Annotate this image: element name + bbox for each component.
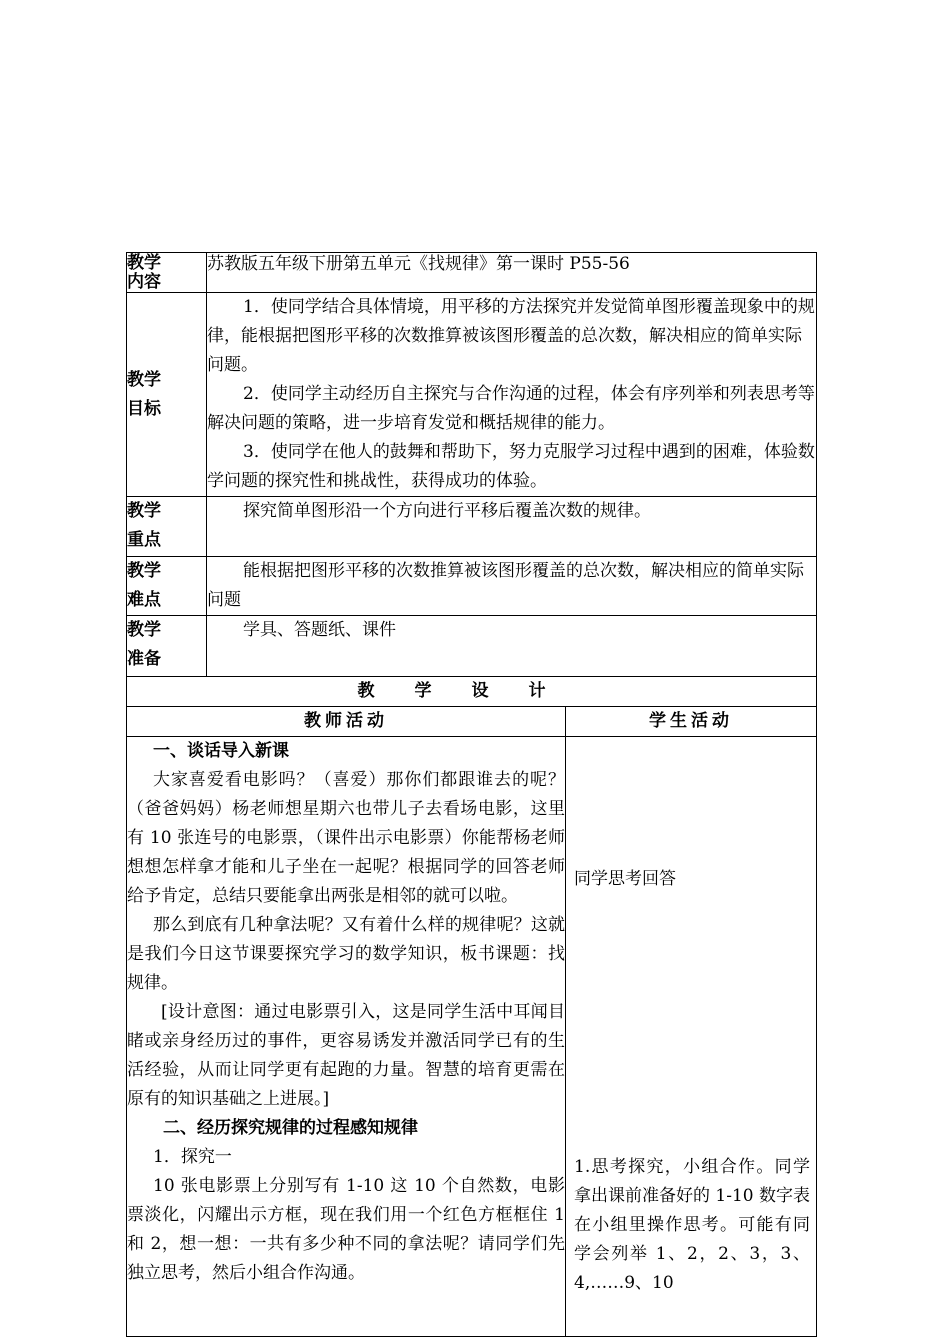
row-design-title [127, 677, 817, 707]
teacher-paragraph: 10 张电影票上分别写有 1-10 这 10 个自然数，电影票淡化，闪耀出示方框，现在我们用一个红色方框框住 1 和 2，想一想：一共有多少种不同的拿法呢？请同学们先独立思考，然后小组合作沟通。 [127, 1176, 565, 1283]
label-key-points [127, 497, 207, 557]
difficulty-value: 能根据把图形平移的次数推算被该图形覆盖的总次数，解决相应的简单实际问题 [207, 561, 804, 610]
label-line: 教学 [127, 561, 161, 581]
row-content [127, 253, 817, 293]
goals-text [207, 293, 817, 497]
label-line: 教学 [127, 620, 161, 640]
label-line: 内容 [127, 272, 161, 292]
content-value: 苏教版五年级下册第五单元《找规律》第一课时 P55-56 [207, 254, 630, 274]
design-intent-note: [设计意图：通过电影票引入，这是同学生活中耳闻目睹或亲身经历过的事件，更容易诱发并激活同学已有的生活经验，从而让同学更有起跑的力量。智慧的培育更需在原有的知识基础之上进展。] [127, 1002, 565, 1109]
teacher-paragraph: 大家喜爱看电影吗？（喜爱）那你们都跟谁去的呢？（爸爸妈妈）杨老师想星期六也带儿子去看场电影，这里有 10 张连号的电影票，（课件出示电影票）你能帮杨老师想想怎样拿才能和儿子坐在一起呢？根据同学的回答老师给予肯定，总结只要能拿出两张是相邻的就可以啦。 [127, 770, 565, 906]
label-line: 教学 [127, 501, 161, 521]
section-title: 二、经历探究规律的过程感知规律 [163, 1118, 418, 1138]
teacher-activity-cell [127, 737, 566, 1337]
sub-heading: 1．探究一 [153, 1147, 232, 1167]
row-preparation [127, 616, 817, 677]
teacher-activity-header: 教师活动 [127, 707, 566, 737]
key-points-value: 探究简单图形沿一个方向进行平移后覆盖次数的规律。 [243, 501, 651, 521]
difficulty-text [207, 557, 817, 616]
label-difficulty [127, 557, 207, 616]
lesson-plan-table [126, 252, 817, 1337]
student-answer: 1.思考探究，小组合作。同学拿出课前准备好的 1-10 数字表在小组里操作思考。可能有同学会列举 1、2，2、3，3、4,……9、10 [574, 1157, 811, 1293]
goal-item: 3．使同学在他人的鼓舞和帮助下，努力克服学习过程中遇到的困难，体验数学问题的探究性和挑战性，获得成功的体验。 [207, 442, 815, 491]
label-line: 重点 [127, 530, 161, 550]
student-activity-cell [566, 737, 817, 1337]
label-content [127, 253, 207, 293]
label-preparation [127, 616, 207, 677]
student-activity-header: 学生活动 [566, 707, 817, 737]
row-design-body [127, 737, 817, 1337]
row-difficulty [127, 557, 817, 616]
row-design-headers [127, 707, 817, 737]
label-goals [127, 293, 207, 497]
preparation-value: 学具、答题纸、课件 [243, 620, 396, 640]
section-title: 一、谈话导入新课 [153, 741, 289, 761]
label-line: 教学 [127, 253, 161, 273]
content-text [207, 253, 817, 293]
teacher-paragraph: 那么到底有几种拿法呢？又有着什么样的规律呢？这就是我们今日这节课要探究学习的数学知识，板书课题：找规律。 [127, 915, 565, 993]
row-key-points [127, 497, 817, 557]
design-title: 教学设计 [127, 677, 817, 707]
label-line: 目标 [127, 398, 161, 419]
student-answer: 同学思考回答 [574, 869, 676, 889]
preparation-text [207, 616, 817, 677]
label-line: 教学 [127, 369, 161, 390]
row-goals [127, 293, 817, 497]
goal-item: 2．使同学主动经历自主探究与合作沟通的过程，体会有序列举和列表思考等解决问题的策略，进一步培育发觉和概括规律的能力。 [207, 384, 815, 433]
label-line: 准备 [127, 649, 161, 669]
label-line: 难点 [127, 590, 161, 610]
goal-item: 1．使同学结合具体情境，用平移的方法探究并发觉简单图形覆盖现象中的规律，能根据把图形平移的次数推算被该图形覆盖的总次数，解决相应的简单实际问题。 [207, 297, 815, 375]
key-points-text [207, 497, 817, 557]
